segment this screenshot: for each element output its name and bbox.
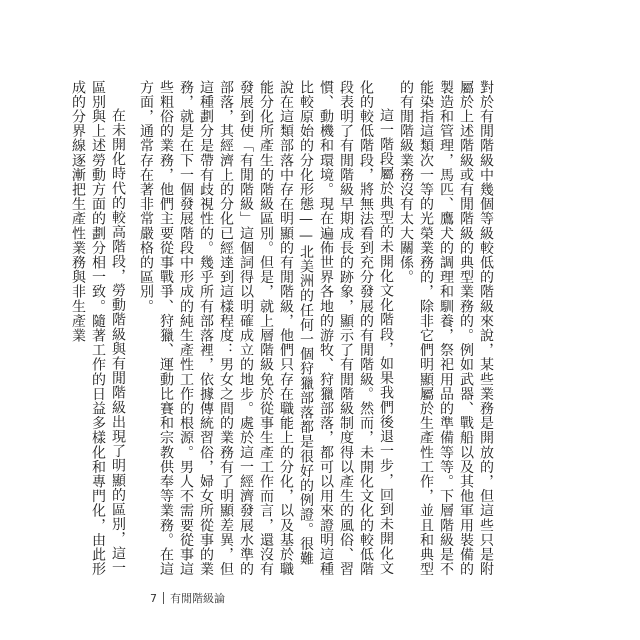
footer-divider [163,592,164,604]
page-number: 7 [150,591,157,605]
paragraph-1: 對於有閒階級中幾個等級較低的階級來說，某些業務是開放的，但這些只是附屬於上述階級或有閒階級的典型業務的。例如武器、戰船以及其他軍用裝備的製造和管理，馬匹、鷹犬的調理和馴養，祭祀用品的準備等等。下層階級是不能染指這類次一等的光榮業務的，除非它們明顯屬於生產性工作，並且和典型的有閒階級業務沒有太大關係。 [398,80,494,577]
book-title: 有閒階級論 [170,592,225,605]
paragraph-3: 在未開化時代的較高階段，勞動階級與有閒階級出現了明顯的區別，這一區別與上述勞動方面的劃分相一致。隨著工作的日益多樣化和專門化，由此形成的分界線逐漸把生產性業務與非生產業 [70,80,126,577]
page-footer [150,590,225,606]
body-text [70,80,496,580]
paragraph-2: 這一階段屬於典型的未開化文化階段，如果我們後退一步，回到未開化文化的較低階段，將無法看到充分發展的有閒階級。然而，未開化文化的較低階段表明了有閒階級早期成長的跡象，顯示了有閒階級制度得以產生的風俗、習慣、動機和環境。現在遍佈世界各地的游牧、狩獵部落，都可以用來證明這種比較原始的分化形態——北美洲的任何一個狩獵部落都是很好的例證。很難說在這類部落中存在明顯的有閒階級，他們只存在職能上的分化，以及基於職能分化所產生的階級區別。但是，就上層階級免於從事生產工作而言，還沒有發展到使「有閒階級」這個詞得以明確成立的地步。處於這一經濟發展水準的部落，其經濟上的分化已經達到這樣程度：男女之間的業務有了明顯差異，但這種劃分是帶有歧視性的。幾乎所有部落裡，依據傳統習俗，婦女所從事的業務，就是在下一個發展階段中形成的純生產性工作的根源。男人不需要從事這些粗俗的業務，他們主要從事戰爭、狩獵、運動比賽和宗教供奉等業務。在這方面，通常存在著非常嚴格的區別。 [138,80,394,577]
